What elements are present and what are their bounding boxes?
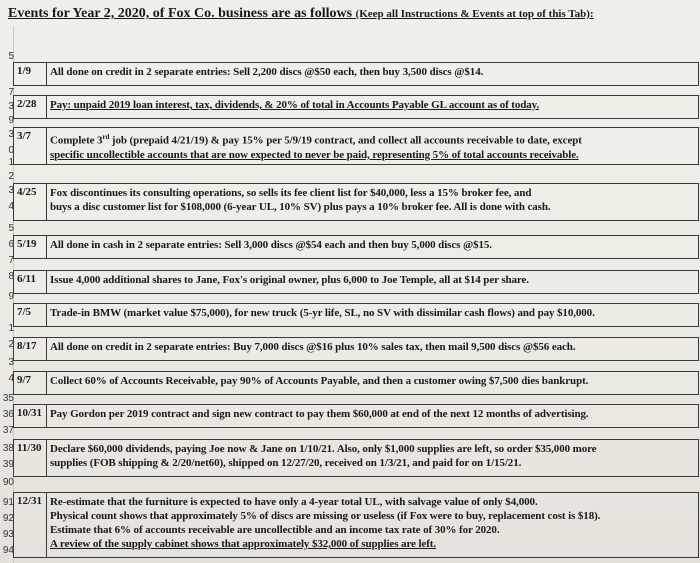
event-row (13, 95, 699, 119)
event-row (13, 337, 699, 361)
title-main: Events for Year 2, 2020, of Fox Co. business are as follows (8, 6, 356, 21)
event-description (47, 304, 698, 326)
event-line: A review of the supply cabinet shows that approximately $32,000 of supplies are left. (50, 538, 436, 550)
event-row (13, 183, 699, 221)
row-number: 38 (2, 443, 14, 454)
event-line: Estimate that 6% of accounts receivable are uncollectible and an income tax rate of 30% for 2020. (50, 524, 500, 536)
row-number: 7 (8, 87, 14, 98)
event-line: All done on credit in 2 separate entries: Buy 7,000 discs @$16 plus 10% sales tax, then mail 9,500 discs @$56 each. (50, 341, 576, 353)
title-note: (Keep all Instructions & Events at top of this Tab): (355, 8, 594, 20)
event-description (47, 372, 698, 394)
event-row (13, 127, 699, 165)
row-number: 6 (8, 239, 14, 250)
row-number: 4 (8, 373, 14, 384)
page-title (8, 2, 698, 26)
event-line: Physical count shows that approximately 5% of discs are missing or useless (if Fox were to buy, replacement cost is $18). (50, 510, 601, 522)
row-number: 93 (2, 529, 14, 540)
event-line: Issue 4,000 additional shares to Jane, Fox's original owner, plus 6,000 to Joe Temple, all at $14 per share. (50, 274, 529, 286)
event-line: Pay Gordon per 2019 contract and sign new contract to pay them $60,000 at end of the next 12 months of advertising. (50, 408, 589, 420)
event-description (47, 128, 698, 164)
event-date: 12/31 (14, 493, 47, 557)
row-number: 36 (2, 409, 14, 420)
row-number: 91 (2, 497, 14, 508)
event-description (47, 338, 698, 360)
event-line: Pay: unpaid 2019 loan interest, tax, dividends, & 20% of total in Accounts Payable GL account as of today. (50, 99, 540, 111)
event-line: All done in cash in 2 separate entries: Sell 3,000 discs @$54 each and then buy 5,000 discs @$15. (50, 239, 492, 251)
event-date: 1/9 (14, 63, 47, 85)
event-line: specific uncollectible accounts that are now expected to never be paid, representing 5% of total accounts receivable. (50, 148, 579, 161)
event-description (47, 96, 698, 118)
row-number: 3 (8, 129, 14, 140)
event-date: 3/7 (14, 128, 47, 164)
row-number: 7 (8, 255, 14, 266)
event-row (13, 371, 699, 395)
event-line: buys a disc customer list for $108,000 (6-year UL, 10% SV) plus pays a 10% broker fee. All is done with cash. (50, 201, 551, 213)
event-row (13, 492, 699, 558)
event-date: 9/7 (14, 372, 47, 394)
event-row (13, 62, 699, 86)
row-number: 3 (8, 185, 14, 196)
event-row (13, 303, 699, 327)
row-number: 2 (8, 339, 14, 350)
event-date: 2/28 (14, 96, 47, 118)
row-number: 2 (8, 171, 14, 182)
event-line: All done on credit in 2 separate entries: Sell 2,200 discs @$50 each, then buy 3,500 discs @$14. (50, 66, 484, 78)
row-number: 9 (8, 115, 14, 126)
event-line: Re-estimate that the furniture is expected to have only a 4-year total UL, with salvage value of only $4,000. (50, 496, 538, 508)
row-number: 4 (8, 201, 14, 212)
event-description (47, 493, 698, 557)
event-line: Trade-in BMW (market value $75,000), for new truck (5-yr life, SL, no SV with dissimilar cash flows) and pay $10,000. (50, 307, 595, 319)
row-number: 3 (8, 101, 14, 112)
event-description (47, 63, 698, 85)
row-number: 9 (8, 291, 14, 302)
row-number: 0 (8, 145, 14, 156)
event-date: 7/5 (14, 304, 47, 326)
event-date: 8/17 (14, 338, 47, 360)
event-description (47, 271, 698, 293)
event-line: Declare $60,000 dividends, paying Joe now & Jane on 1/10/21. Also, only $1,000 supplies are left, so order $35,000 more (50, 443, 597, 455)
event-date: 6/11 (14, 271, 47, 293)
event-description (47, 236, 698, 258)
event-date: 4/25 (14, 184, 47, 220)
event-description (47, 184, 698, 220)
event-line: supplies (FOB shipping & 2/20/net60), shipped on 12/27/20, received on 1/3/21, and paid for on 1/15/21. (50, 457, 522, 469)
row-number: 94 (2, 545, 14, 556)
event-row (13, 439, 699, 477)
event-date: 11/30 (14, 440, 47, 476)
row-number: 35 (2, 393, 14, 404)
event-line: Complete 3rd job (prepaid 4/21/19) & pay 15% per 5/9/19 contract, and collect all accounts receivable to date, except (50, 133, 582, 147)
row-number: 5 (8, 51, 14, 62)
event-description (47, 440, 698, 476)
row-number: 90 (2, 477, 14, 488)
event-line: Collect 60% of Accounts Receivable, pay 90% of Accounts Payable, and then a customer owing $7,500 dies bankrupt. (50, 375, 589, 387)
row-number: 37 (2, 425, 14, 436)
event-description (47, 405, 698, 427)
event-row (13, 235, 699, 259)
row-number: 5 (8, 223, 14, 234)
event-row (13, 404, 699, 428)
row-number: 92 (2, 513, 14, 524)
event-line: Fox discontinues its consulting operations, so sells its fee client list for $40,000, less a 15% broker fee, and (50, 187, 532, 199)
event-row (13, 270, 699, 294)
event-date: 10/31 (14, 405, 47, 427)
row-number: 1 (8, 323, 14, 334)
row-number: 3 (8, 357, 14, 368)
row-number: 8 (8, 271, 14, 282)
row-number: 1 (8, 157, 14, 168)
event-date: 5/19 (14, 236, 47, 258)
row-number: 39 (2, 459, 14, 470)
